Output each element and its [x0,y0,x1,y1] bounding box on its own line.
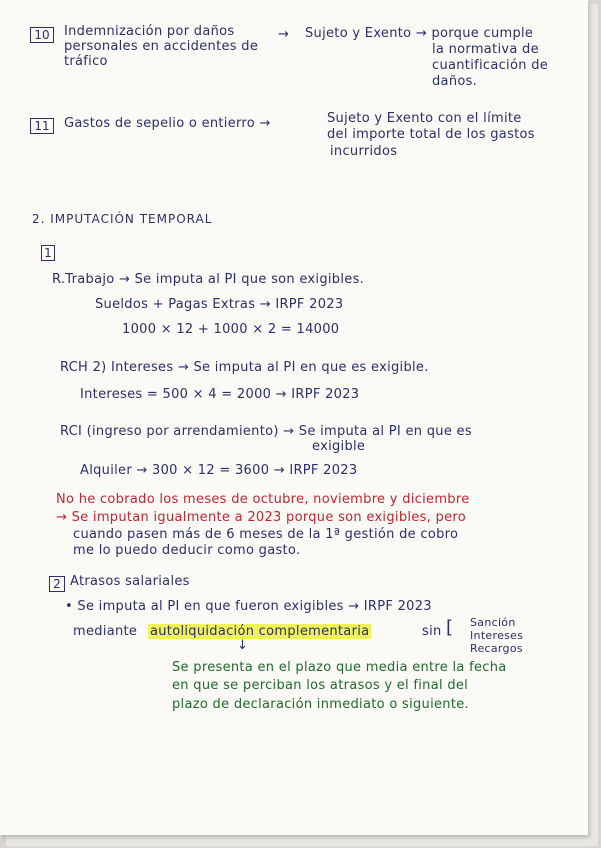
item10-right-line1: Sujeto y Exento → porque cumple [305,26,534,41]
highlighted-term [148,624,371,639]
item10-left-line3: tráfico [64,54,108,69]
item-number-11: 11 [30,118,54,134]
part2-line2-post: sin [422,624,442,639]
item11-right-line1: Sujeto y Exento con el límite [327,111,522,126]
sueldos-line: Sueldos + Pagas Extras → IRPF 2023 [95,297,344,312]
item10-left-line1: Indemnización por daños [64,24,235,39]
red-note-line2: → Se imputan igualmente a 2023 porque son exigibles, pero [56,510,466,525]
item11-left: Gastos de sepelio o entierro → [64,116,271,131]
item-number-10: 10 [30,27,54,43]
intereses-line: Intereses = 500 × 4 = 2000 → IRPF 2023 [80,387,360,402]
rt-line: R.Trabajo → Se imputa al PI que son exigibles. [52,272,365,287]
calc-line: 1000 × 12 + 1000 × 2 = 14000 [122,322,340,337]
red-note-line1: No he cobrado los meses de octubre, noviembre y diciembre [56,492,470,507]
item10-arrow: → [278,27,290,42]
green-note-line2: en que se perciban los atrasos y el final del [172,678,469,693]
section-title: 2. IMPUTACIÓN TEMPORAL [32,212,213,226]
item11-right-line2: del importe total de los gastos [327,127,535,142]
note-line4: me lo puedo deducir como gasto. [73,543,301,558]
rci-line1: RCI (ingreso por arrendamiento) → Se imputa al PI en que es [60,424,472,439]
down-arrow: ↓ [237,638,249,653]
item10-right-line4: daños. [432,74,478,89]
part2-title: Atrasos salariales [70,574,190,589]
green-note-line1: Se presenta en el plazo que media entre la fecha [172,660,507,675]
part2-number: 2 [49,576,65,592]
note-line3: cuando pasen más de 6 meses de la 1ª gestión de cobro [73,527,459,542]
part1-number: 1 [41,245,55,261]
brace-symbol: [ [446,617,454,638]
rch-line: RCH 2) Intereses → Se imputa al PI en que es exigible. [60,360,429,375]
part2-line2-pre: mediante [73,624,138,639]
green-note-line3: plazo de declaración inmediato o siguiente. [172,697,469,712]
brace-item-intereses: Intereses [470,629,524,642]
brace-item-sancion: Sanción [470,616,516,629]
item10-right-line3: cuantificación de [432,58,549,73]
item10-right-line2: la normativa de [432,42,539,57]
rci-line2: exigible [312,439,366,454]
brace-item-recargos: Recargos [470,642,523,655]
item10-left-line2: personales en accidentes de [64,39,259,54]
alquiler-line: Alquiler → 300 × 12 = 3600 → IRPF 2023 [80,463,358,478]
item11-right-line3: incurridos [330,144,398,159]
part2-line1: • Se imputa al PI en que fueron exigibles → IRPF 2023 [65,599,432,614]
highlight-text: autoliquidación complementaria [150,624,370,639]
